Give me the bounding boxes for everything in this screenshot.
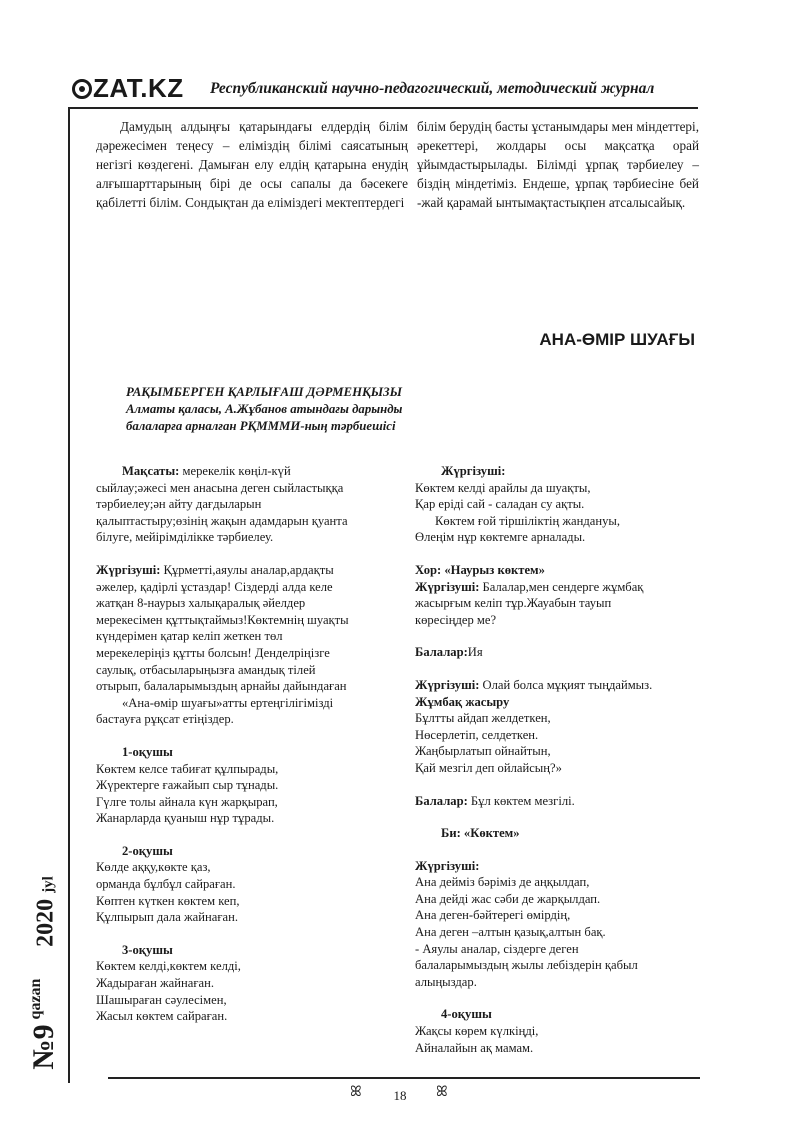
host4-line-6: балаларымыздың жылы лебіздерін қабыл — [415, 958, 638, 973]
reader3-line-1: Көктем келді,көктем келді, — [96, 959, 241, 974]
host-line-7: отырып, балаларымыздың арнайы дайындаған — [96, 679, 347, 694]
host4-line-1: Ана дейміз бәріміз де аңқылдап, — [415, 875, 590, 890]
host-line-9: бастауға рұқсат етіңіздер. — [96, 712, 234, 727]
footer-divider — [108, 1077, 700, 1079]
host4-line-7: алыңыздар. — [415, 974, 477, 989]
journal-logo — [72, 73, 184, 104]
reader3-line-4: Жасыл көктем сайраған. — [96, 1009, 228, 1024]
host-line-4: күндерімен қатар келіп жеткен төл — [96, 629, 283, 644]
riddle-label: Жұмбақ жасыру — [415, 694, 510, 709]
header-divider — [68, 107, 698, 109]
kids1-line — [415, 644, 700, 661]
ornament-right-icon: ꕤ — [436, 1085, 448, 1100]
author-affiliation-1: Алматы қаласы, А.Жұбанов атындағы дарынды — [126, 402, 403, 416]
reader2-line-3: Көптен күткен көктем кеп, — [96, 893, 240, 908]
host3-text: Олай болса мұқият тыңдаймыз. — [479, 677, 653, 692]
aim-line-2: тәрбиелеу;ән айту дағдыларын — [96, 497, 262, 512]
author-affiliation-2: балаларға арналған РҚМММИ-ның тәрбиешісі — [126, 419, 396, 433]
issue-number: №9 — [27, 1024, 60, 1070]
reader2-line-2: орманда бұлбұл сайраған. — [96, 877, 236, 892]
reader1-line-4: Жанарларда қуаныш нұр тұрады. — [96, 811, 275, 826]
journal-title: Республиканский научно-педагогический, методический журнал — [210, 80, 655, 97]
reader3-label: 3-оқушы — [122, 942, 173, 957]
author-block — [126, 384, 446, 435]
host4-line-4: Ана деген –алтын қазық,алтын бақ. — [415, 925, 606, 940]
reader1-line-3: Гүлге толы айнала күн жарқырап, — [96, 794, 278, 809]
host-line-1: әжелер, қадірлі ұстаздар! Сіздерді алда келе — [96, 579, 333, 594]
intro-left-column — [96, 117, 408, 212]
host-label: Жүргізуші: — [96, 562, 161, 577]
host2-label: Жүргізуші: — [415, 579, 480, 594]
right-body-column — [415, 463, 700, 1056]
host-line-6: саулық, отбасыларыңызға амандық тілей — [96, 662, 316, 677]
host1-line-4: Өлеңім нұр көктемге арналады. — [415, 530, 586, 545]
author-name: РАҚЫМБЕРГЕН ҚАРЛЫҒАШ ДӘРМЕНҚЫЗЫ — [126, 385, 403, 399]
host3-line — [415, 677, 700, 694]
aim-text: мерекелік көңіл-күй — [179, 464, 291, 478]
host4-line-5: - Аяулы аналар, сіздерге деген — [415, 941, 579, 956]
reader3-line-3: Шашыраған сәулесімен, — [96, 992, 227, 1007]
aim-line-1: сыйлау;әжесі мен анасына деген сыйластыққа — [96, 480, 344, 495]
aim-label: Мақсаты: — [122, 464, 180, 478]
kids1-text: Ия — [467, 645, 483, 660]
host-line-5: мерекелеріңіз құтты болсын! Денделріңізге — [96, 645, 330, 660]
host1-label: Жүргізуші: — [441, 464, 506, 478]
intro-right-column — [417, 117, 699, 212]
host4-label: Жүргізуші: — [415, 858, 480, 873]
page-number: 18 — [393, 1088, 407, 1103]
host2-line-1: жасырғым келіп тұр.Жауабын тауып — [415, 596, 612, 611]
intro-right-text: білім берудің басты ұстанымдары мен міндеттері, әрекеттері, жолдары осы мақсатқа орай ұйымдастырылады. Білімді ұрпақ тәрбиелеу – біздің міндетіміз. Ендеше, ұрпақ тәрбиесіне бей -жай қарамай ынтымақтастықпен атсалысайық. — [417, 119, 699, 210]
host4-line-2: Ана дейді жас сәби де жарқылдап. — [415, 891, 601, 906]
riddle-line-1: Бұлтты айдап желдеткен, — [415, 711, 551, 726]
logo-text: ZAT.KZ — [93, 73, 184, 103]
dance-line: Би: «Көктем» — [441, 826, 520, 841]
reader2-line-4: Құлпырып дала жайнаған. — [96, 910, 238, 925]
kids2-text: Бұл көктем мезгілі. — [467, 793, 575, 808]
issue-month: qazan — [27, 978, 44, 1020]
host1-line-1: Көктем келді арайлы да шуақты, — [415, 480, 591, 495]
intro-left-text: Дамудың алдыңғы қатарындағы елдердің білім дәрежесімен теңесу – еліміздің білімі саясатының негізгі көздегені. Дамыған елу елдің қатарына енудің алғышарттарының бірі де осы сапалы да бәсекеге қабілетті білім. Сондықтан да еліміздегі мектептердегі — [96, 119, 408, 210]
host-line-2: жатқан 8-наурыз халықаралық әйелдер — [96, 596, 306, 611]
host2-line — [415, 579, 700, 596]
host-line — [96, 562, 401, 579]
host-line-3: мерекесімен құттықтаймыз!Көктемнің шуақты — [96, 612, 349, 627]
kids2-label: Балалар: — [415, 793, 468, 808]
reader1-label: 1-оқушы — [122, 744, 173, 759]
riddle-line-4: Қай мезгіл деп ойлайсың?» — [415, 760, 562, 775]
host3-label: Жүргізуші: — [415, 677, 480, 692]
host2-text: Балалар,мен сендерге жұмбақ — [479, 579, 644, 594]
issue-year: 2020 jyl — [32, 876, 59, 947]
riddle-line-3: Жаңбырлатып ойнайтын, — [415, 744, 551, 759]
kids1-label: Балалар: — [415, 645, 468, 660]
host1-line-3: Көктем ғой тіршіліктің жандануы, — [435, 513, 621, 528]
reader1-line-2: Жүректерге ғажайып сыр тұнады. — [96, 778, 279, 793]
logo-o-icon — [72, 79, 92, 99]
reader2-line-1: Көлде аққу,көкте қаз, — [96, 860, 211, 875]
host-line-8: «Ана-өмір шуағы»атты ертеңгілігімізді — [122, 695, 334, 710]
reader4-line-1: Жақсы көрем күлкіңді, — [415, 1024, 539, 1039]
left-body-column — [96, 463, 401, 1025]
riddle-line-2: Нөсерлетіп, селдеткен. — [415, 727, 539, 742]
reader4-label: 4-оқушы — [441, 1007, 492, 1022]
aim-line-3: қалыптастыру;өзінің жақын адамдарын қуанта — [96, 513, 348, 528]
article-title: АНА-ӨМІР ШУАҒЫ — [539, 330, 695, 349]
host2-line-2: көресіңдер ме? — [415, 612, 497, 627]
host-text: Құрметті,аяулы аналар,ардақты — [160, 562, 334, 577]
host4-line-3: Ана деген-бәйтерегі өмірдің, — [415, 908, 571, 923]
ornament-left-icon: ꕤ — [350, 1085, 362, 1100]
aim-line — [96, 463, 401, 480]
kids2-line — [415, 793, 700, 810]
host1-line-2: Қар ерідi сай - саладан су ақты. — [415, 497, 585, 512]
sidebar-divider — [68, 108, 70, 1083]
reader3-line-2: Жадыраған жайнаған. — [96, 976, 214, 991]
reader1-line-1: Көктем келсе табиғат құлпырады, — [96, 761, 279, 776]
reader4-line-2: Айналайын ақ мамам. — [415, 1040, 534, 1055]
reader2-label: 2-оқушы — [122, 843, 173, 858]
choir-line: Хор: «Наурыз көктем» — [415, 562, 545, 577]
aim-line-4: білуге, мейірімділікке тәрбиелеу. — [96, 530, 274, 545]
